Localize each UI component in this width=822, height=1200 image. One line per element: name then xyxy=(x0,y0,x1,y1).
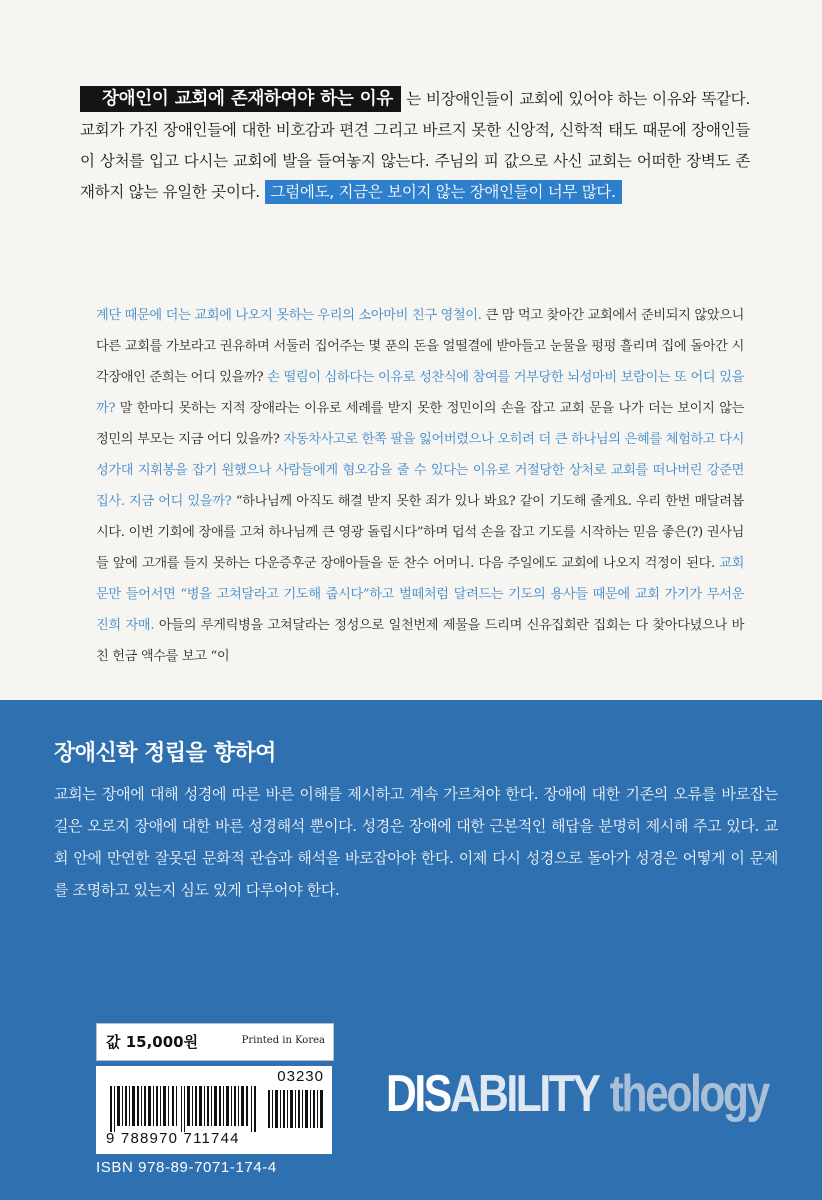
band-title: 장애신학 정립을 향하여 xyxy=(54,741,276,766)
body-sentence: “하나님께 아직도 해결 받지 못한 죄가 있나 봐요? 같이 기도해 줄게요. 우리 한번 매달려봅시다. 이번 기회에 장애를 고쳐 하나님께 큰 영광 돌립시다”하며 덥석 손을 잡고 기도를 시작하는 믿음 좋은(?) 권사님들 앞에 고개를 들지 못하는 다운증후군 장애아들을 둔 찬수 어머니. 다음 주일에도 교회에 나오지 걱정이 된다. xyxy=(96,494,745,571)
price-label: 값 15,000원 xyxy=(106,1033,199,1051)
barcode-bars xyxy=(110,1086,260,1132)
body-sentence-blue: 손 떨림이 심하다는 이유로 성찬식에 참여를 거부당한 뇌성마비 보람이는 또 어디 있을까? xyxy=(96,370,744,416)
barcode-addon-bars xyxy=(268,1090,324,1128)
barcode-box xyxy=(96,1066,332,1154)
body-sentence-blue: 자동차사고로 한쪽 팔을 잃어버렸으나 오히려 더 큰 하나님의 은혜를 체험하고 다시 성가대 지휘봉을 잡기 원했으나 사람들에게 혐오감을 줄 수 있다는 이유로 거절당한 상처로 교회를 떠나버린 강준면 집사. 지금 어디 있을까? xyxy=(96,432,744,509)
logo-theology: theology xyxy=(609,1065,768,1123)
body-sentence: 큰 맘 먹고 찾아간 교회에서 준비되지 않았으니 다른 교회를 가보라고 권유하며 서둘러 집어주는 몇 푼의 돈을 얼떨결에 받아들고 눈물을 펑펑 흘리며 집에 돌아간 시각장애인 준희는 어디 있을까? xyxy=(96,308,744,385)
intro-blue-highlight: 그럼에도, 지금은 보이지 않는 장애인들이 너무 많다. xyxy=(265,180,622,204)
logo-ability: ABILITY xyxy=(449,1065,599,1123)
body-sentence-blue: 계단 때문에 더는 교회에 나오지 못하는 우리의 소아마비 친구 영철이. xyxy=(96,308,482,323)
intro-text: 는 비장애인들이 교회에 있어야 하는 이유와 똑같다. 교회가 가진 장애인들에 대한 비호감과 편견 그리고 바르지 못한 신앙적, 신학적 태도 때문에 장애인들이 상처를 입고 다시는 교회에 발을 들여놓지 않는다. 주님의 피 값으로 사신 교회는 어떠한 장벽도 존재하지 않는 유일한 곳이다. xyxy=(80,90,750,201)
printed-in-label: Printed in Korea xyxy=(241,1035,325,1046)
disability-theology-logo xyxy=(386,1064,768,1124)
barcode-ean-number: 9 788970 711744 xyxy=(106,1130,240,1147)
logo-dis: DIS xyxy=(386,1065,450,1123)
isbn-label: ISBN 978-89-7071-174-4 xyxy=(96,1159,277,1176)
intro-paragraph xyxy=(80,84,750,208)
body-sentence-blue: 교회 문만 들어서면 “병을 고쳐달라고 기도해 줍시다”하고 벌떼처럼 달려드는 기도의 용사들 때문에 교회 가기가 무서운 진희 자매. xyxy=(96,556,744,633)
price-box xyxy=(96,1023,334,1061)
body-paragraph xyxy=(96,300,744,672)
intro-headline-highlight: 장애인이 교회에 존재하여야 하는 이유 xyxy=(80,86,401,112)
band-text: 교회는 장애에 대해 성경에 따른 바른 이해를 제시하고 계속 가르쳐야 한다. 장애에 대한 기존의 오류를 바로잡는 길은 오로지 장애에 대한 바른 성경해석 뿐이다. 성경은 장애에 대한 근본적인 해답을 분명히 제시해 주고 있다. 교회 안에 만연한 잘못된 문화적 관습과 해석을 바로잡아야 한다. 이제 다시 성경으로 돌아가 성경은 어떻게 이 문제를 조명하고 있는지 심도 있게 다루어야 한다. xyxy=(54,785,778,899)
body-sentence: 말 한마디 못하는 지적 장애라는 이유로 세례를 받지 못한 정민이의 손을 잡고 교회 문을 나가 더는 보이지 않는 정민의 부모는 지금 어디 있을까? xyxy=(96,401,744,447)
barcode-addon-number: 03230 xyxy=(277,1068,324,1085)
body-sentence: 아들의 루게릭병을 고쳐달라는 정성으로 일천번제 제물을 드리며 신유집회란 집회는 다 찾아다녔으나 바친 헌금 액수를 보고 “이 xyxy=(96,618,744,664)
